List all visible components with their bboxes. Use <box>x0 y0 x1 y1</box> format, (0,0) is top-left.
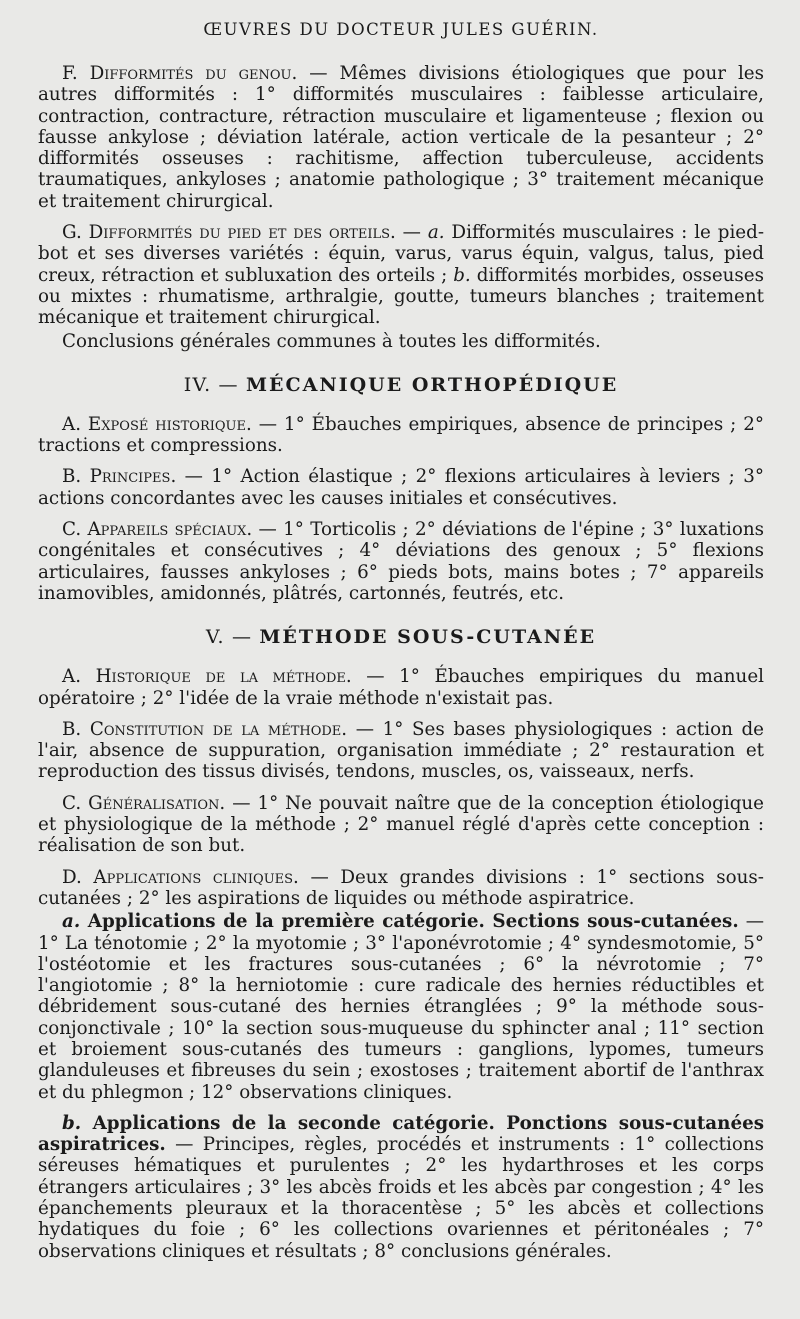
paragraph-text: — 1° Ses bases physiologiques : action de l'air, absence de suppuration, organisation immédiate ; 2° restauration et reproduction des tissus divisés, tendons, muscles, os, vaisseaux, nerfs. <box>38 718 765 783</box>
paragraph-v-c <box>38 793 764 857</box>
paragraph-iv-c <box>38 519 764 604</box>
paragraph-iv-b <box>38 466 764 509</box>
running-head: ŒUVRES DU DOCTEUR JULES GUÉRIN. <box>203 20 599 39</box>
paragraph-applications-a <box>38 911 764 1103</box>
paragraph-label: A. Historique de la méthode. <box>62 666 352 688</box>
paragraph-label: G. Difformités du pied et des orteils. <box>62 222 396 244</box>
paragraph-label: F. Difformités du genou. <box>62 63 298 84</box>
subsection-heading: Applications de la première catégorie. Sections sous-cutanées. <box>80 911 739 933</box>
paragraph-text: — 1° Action élastique ; 2° flexions articulaires à leviers ; 3° actions concordantes avec les causes initiales et consécutives. <box>38 466 764 509</box>
paragraph-text: — 1° La ténotomie ; 2° la myotomie ; 3° l'aponévrotomie ; 4° syndesmotomie, 5° l'ostéotomie et les fractures sous-cutanées ; 6° la névrotomie ; 7° l'angiotomie ; 8° la herniotomie : cure radicale des hernies réductibles et débridement sous-cutané des hernies étranglées ; 9° la méthode sous-conjonctivale ; 10° la section sous-muqueuse du sphincter anal ; 11° section et broiement sous-cutanés des tumeurs : ganglions, lypomes, tumeurs glanduleuses et fibreuses du sein ; exostoses ; traitement abortif de l'anthrax et du phlegmon ; 12° observations cliniques. <box>38 911 764 1103</box>
paragraph-label: B. Constitution de la méthode. <box>62 718 348 740</box>
section-number: V. — <box>205 626 260 649</box>
paragraph-v-d <box>38 867 764 910</box>
paragraph-iv-a <box>38 414 764 457</box>
section-title: MÉTHODE SOUS-CUTANÉE <box>259 626 597 649</box>
paragraph-label: A. Exposé historique. <box>62 413 252 435</box>
paragraph-text: — 1° Torticolis ; 2° déviations de l'épine ; 3° luxations congénitales et consécutives ; 4° déviations des genoux ; 5° flexions articulaires, fausses ankyloses ; 6° pieds bots, mains botes ; 7° appareils inamovibles, amidonnés, plâtrés, cartonnés, feutrés, etc. <box>38 519 764 604</box>
paragraph-text: — Principes, règles, procédés et instruments : 1° collections séreuses hématiques et purulentes ; 2° les hydarthroses et les corps étrangers articulaires ; 3° les abcès froids et les abcès par congestion ; 4° les épanchements pleuraux et la thoracentèse ; 5° les abcès et collections hydatiques du foie ; 6° les collections ovariennes et péritonéales ; 7° observations cliniques et résultats ; 8° conclusions générales. <box>38 1134 764 1262</box>
paragraph-text: — 1° Ébauches empiriques du manuel opératoire ; 2° l'idée de la vraie méthode n'existait pas. <box>38 666 764 709</box>
sub-letter-a: a. <box>427 222 445 244</box>
paragraph-label: C. Appareils spéciaux. <box>62 519 253 541</box>
section-number: IV. — <box>183 373 246 396</box>
paragraph-applications-b <box>38 1113 764 1262</box>
section-title: MÉCANIQUE ORTHOPÉDIQUE <box>246 373 619 396</box>
paragraph-text: — 1° Ne pouvait naître que de la conception étiologique et physiologique de la méthode ; 2° manuel réglé d'après cette conception : réalisation de son but. <box>38 792 765 857</box>
paragraph-text: — Deux grandes divisions : 1° sections sous-cutanées ; 2° les aspirations de liquides ou méthode aspiratrice. <box>38 866 764 909</box>
paragraph-v-b <box>38 719 764 783</box>
paragraph-f <box>38 63 764 212</box>
paragraph-text: — 1° Ébauches empiriques, absence de principes ; 2° tractions et compressions. <box>38 413 764 457</box>
paragraph-conclusion: Conclusions générales communes à toutes les difformités. <box>62 330 601 352</box>
paragraph-g <box>38 222 764 328</box>
paragraph-label: D. Applications cliniques. <box>62 866 299 888</box>
sub-letter-a: a. <box>62 911 81 933</box>
sub-letter-b: b. <box>62 1112 82 1134</box>
paragraph-text: Difformités musculaires : le pied-bot et ses diverses variétés : équin, varus, varus équin, valgus, talus, pied creux, rétraction et subluxation des orteils ; <box>38 222 764 286</box>
section-heading-v <box>38 626 764 648</box>
paragraph-text: — Mêmes divisions étiologiques que pour les autres difformités : 1° difformités musculaires : faiblesse articulaire, contraction, contracture, rétraction musculaire et ligamenteuse ; flexion ou fausse ankylose ; déviation latérale, action verticale de la pesanteur ; 2° difformités osseuses : rachitisme, affection tuberculeuse, accidents traumatiques, ankyloses ; anatomie pathologique ; 3° traitement mécanique et traitement chirurgical. <box>38 63 764 212</box>
section-heading-iv <box>38 374 764 396</box>
paragraph-text: — <box>395 222 428 244</box>
paragraph-label: B. Principes. <box>62 466 177 488</box>
subsection-heading: Applications de la seconde catégorie. Ponctions sous-cutanées aspiratrices. <box>38 1112 764 1156</box>
paragraph-v-a <box>38 666 764 709</box>
paragraph-label: C. Généralisation. <box>62 792 226 814</box>
paragraph-text: difformités morbides, osseuses ou mixtes : rhumatisme, arthralgie, goutte, tumeurs blanches ; traitement mécanique et traitement chirurgical. <box>38 264 765 329</box>
sub-letter-b: b. <box>453 264 471 286</box>
